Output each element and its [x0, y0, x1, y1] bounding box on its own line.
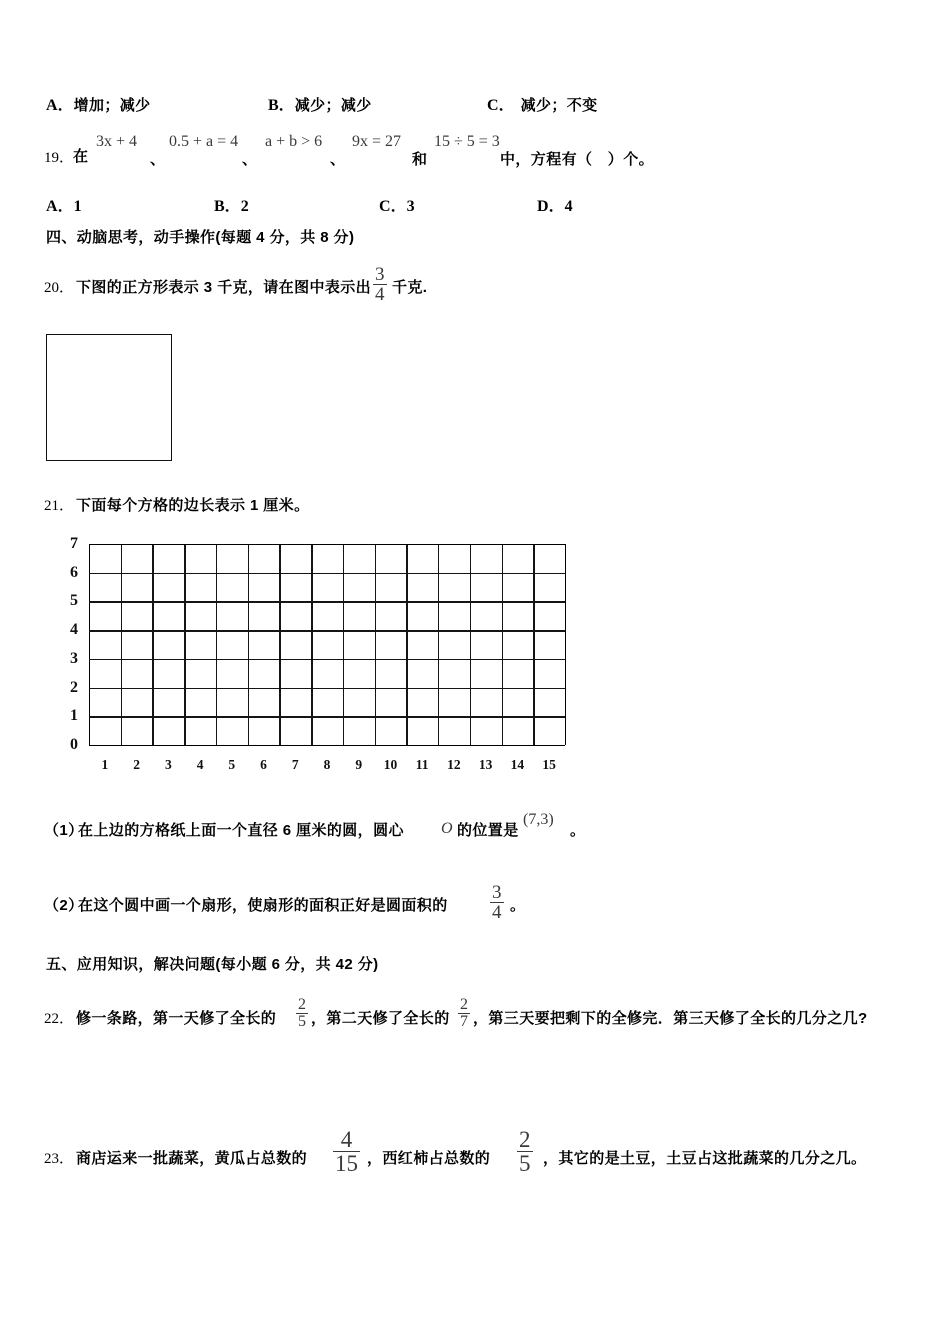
q21-part2-fraction	[488, 883, 506, 923]
q22-number: 22．	[44, 1011, 75, 1027]
q21-part1-text-mid: 的位置是	[457, 822, 519, 839]
grid-vertical-line	[533, 544, 534, 745]
q21-text: 下面每个方格的边长表示 1 厘米。	[76, 497, 310, 514]
grid-x-label: 10	[383, 757, 398, 772]
grid-y-label: 3	[70, 649, 78, 667]
q22-segment-1: 修一条路，第一天修了全长的	[76, 1010, 277, 1027]
q20-empty-square-figure	[46, 334, 172, 461]
q21-part1-label: （1）	[44, 822, 84, 839]
grid-x-label: 14	[510, 757, 525, 772]
q19-separator-3: 、	[330, 151, 346, 168]
q19-option-a-text: 1	[73, 198, 82, 215]
grid-vertical-line	[375, 544, 376, 745]
q23-segment-2: ，西红柿占总数的	[367, 1150, 491, 1167]
q19-option-c: C．3	[379, 198, 415, 215]
q21-part2-text-before: 在这个圆中画一个扇形，使扇形的面积正好是圆面积的	[78, 897, 448, 914]
grid-vertical-line	[248, 544, 249, 745]
q22-fraction-2	[456, 997, 472, 1031]
grid-vertical-line	[279, 544, 280, 745]
grid-x-label: 6	[260, 757, 267, 772]
q19-option-b-text: 2	[240, 198, 249, 215]
grid-vertical-line	[216, 544, 217, 745]
q23-fraction-2-denominator: 5	[519, 1151, 531, 1177]
q22-fraction-1	[294, 997, 310, 1031]
q19-expression-3: a + b > 6	[265, 133, 323, 150]
q22-segment-3: ，第三天要把剩下的全修完．第三天修了全长的几分之几?	[473, 1010, 868, 1027]
q21-number: 21．	[44, 498, 75, 514]
q19-option-b: B．2	[214, 198, 249, 215]
grid-y-label: 1	[70, 707, 78, 725]
q19-number: 19．	[44, 150, 75, 166]
q19-separator-4: 和	[412, 151, 428, 168]
grid-vertical-line	[311, 544, 312, 745]
q18-option-c: C． 减少；不变	[487, 97, 598, 114]
q21-part2-fraction-denominator: 4	[492, 902, 502, 924]
grid-vertical-line	[502, 544, 503, 745]
grid-x-label: 13	[478, 757, 493, 772]
q18-option-a-letter: A	[46, 97, 58, 114]
q21-part1-symbol: O	[441, 820, 453, 837]
grid-horizontal-line	[89, 630, 565, 631]
q23-segment-1: 商店运来一批蔬菜，黄瓜占总数的	[76, 1150, 308, 1167]
grid-x-label: 3	[164, 757, 172, 772]
q23-segment-3: ，其它的是土豆，土豆占这批蔬菜的几分之几。	[543, 1150, 867, 1167]
q20-fraction	[371, 265, 389, 305]
grid-vertical-line	[184, 544, 185, 745]
q19-expression-5: 15 ÷ 5 = 3	[434, 133, 500, 150]
grid-y-label: 5	[70, 592, 78, 610]
q21-part1-text-after: 。	[570, 822, 586, 839]
grid-y-label: 4	[70, 621, 78, 639]
grid-vertical-line	[121, 544, 122, 745]
grid-x-label: 1	[101, 757, 109, 772]
q18-option-c-text: 减少；不变	[520, 97, 598, 114]
grid-horizontal-line	[89, 688, 565, 689]
grid-vertical-line	[152, 544, 153, 745]
grid-horizontal-line	[89, 659, 565, 660]
q22-fraction-1-numerator: 2	[298, 996, 306, 1013]
grid-x-label: 5	[228, 757, 236, 772]
grid-x-label: 9	[355, 757, 363, 772]
q19-option-d: D．4	[537, 198, 573, 215]
q21-grid	[89, 544, 565, 745]
grid-y-label: 0	[70, 736, 78, 753]
grid-vertical-line	[470, 544, 471, 745]
q23-number: 23．	[44, 1151, 75, 1167]
section-five-heading: 五、应用知识，解决问题(每小题 6 分，共 42 分)	[46, 956, 379, 973]
q18-option-b: B．减少；减少	[268, 97, 372, 114]
q22-fraction-2-numerator: 2	[460, 996, 468, 1013]
grid-vertical-line	[438, 544, 439, 745]
q21-part2-fraction-numerator: 3	[492, 882, 502, 903]
q23-fraction-1	[331, 1128, 362, 1176]
grid-horizontal-line	[89, 544, 565, 545]
q19-expression-1: 3x + 4	[96, 133, 138, 150]
grid-x-label: 2	[133, 757, 140, 772]
q21-part1-coordinate: (7,3)	[523, 811, 554, 828]
q19-option-d-text: 4	[564, 198, 573, 215]
section-four-heading: 四、动脑思考，动手操作(每题 4 分，共 8 分)	[46, 229, 355, 246]
q23-fraction-1-numerator: 4	[340, 1127, 353, 1152]
grid-horizontal-line	[89, 745, 565, 746]
q18-option-a: A．增加；减少	[46, 97, 151, 114]
q19-expression-2: 0.5 + a = 4	[169, 133, 239, 150]
grid-vertical-line	[343, 544, 344, 745]
grid-y-label: 2	[70, 678, 78, 696]
grid-x-label: 8	[323, 757, 331, 772]
grid-x-label: 12	[447, 757, 461, 772]
q20-text-after: 千克.	[392, 279, 428, 296]
grid-horizontal-line	[89, 716, 565, 717]
q18-option-a-text: 增加；减少	[73, 97, 151, 114]
grid-horizontal-line	[89, 601, 565, 602]
q21-grid-figure	[48, 533, 588, 783]
q20-fraction-numerator: 3	[375, 264, 385, 285]
grid-y-label: 7	[70, 535, 78, 552]
grid-x-label: 7	[291, 757, 299, 772]
q21-part2-text-after: 。	[510, 897, 526, 914]
grid-x-label: 11	[415, 757, 429, 772]
q23-fraction-2	[515, 1128, 535, 1176]
q21-part1-text-before: 在上边的方格纸上面一个直径 6 厘米的圆，圆心	[78, 822, 404, 839]
q19-lead: 在	[73, 148, 89, 165]
q18-option-b-letter: B	[268, 97, 279, 114]
grid-vertical-line	[565, 544, 566, 745]
q23-fraction-1-denominator: 15	[335, 1151, 358, 1177]
q22-fraction-2-denominator: 7	[460, 1013, 468, 1031]
q19-option-c-text: 3	[406, 198, 415, 215]
q19-separator-2: 、	[242, 151, 258, 168]
grid-x-label: 4	[196, 757, 204, 772]
q20-text-before: 下图的正方形表示 3 千克，请在图中表示出	[76, 279, 372, 296]
q19-option-a: A．1	[46, 198, 82, 215]
grid-horizontal-line	[89, 573, 565, 574]
q20-fraction-denominator: 4	[375, 284, 385, 306]
q23-fraction-2-numerator: 2	[519, 1127, 531, 1152]
q19-tail: 中，方程有（ ）个。	[500, 151, 655, 168]
grid-y-label: 6	[70, 563, 78, 581]
q21-part2-label: （2）	[44, 897, 84, 914]
q19-expression-4: 9x = 27	[352, 133, 402, 150]
q22-segment-2: ，第二天修了全长的	[311, 1010, 450, 1027]
q20-number: 20．	[44, 280, 75, 296]
q22-fraction-1-denominator: 5	[298, 1013, 306, 1031]
grid-vertical-line	[406, 544, 407, 745]
q18-option-c-letter: C	[487, 97, 499, 114]
q18-option-b-text: 减少；减少	[294, 97, 372, 114]
grid-x-label: 15	[542, 757, 556, 772]
grid-vertical-line	[89, 544, 90, 745]
q19-separator-1: 、	[150, 151, 166, 168]
